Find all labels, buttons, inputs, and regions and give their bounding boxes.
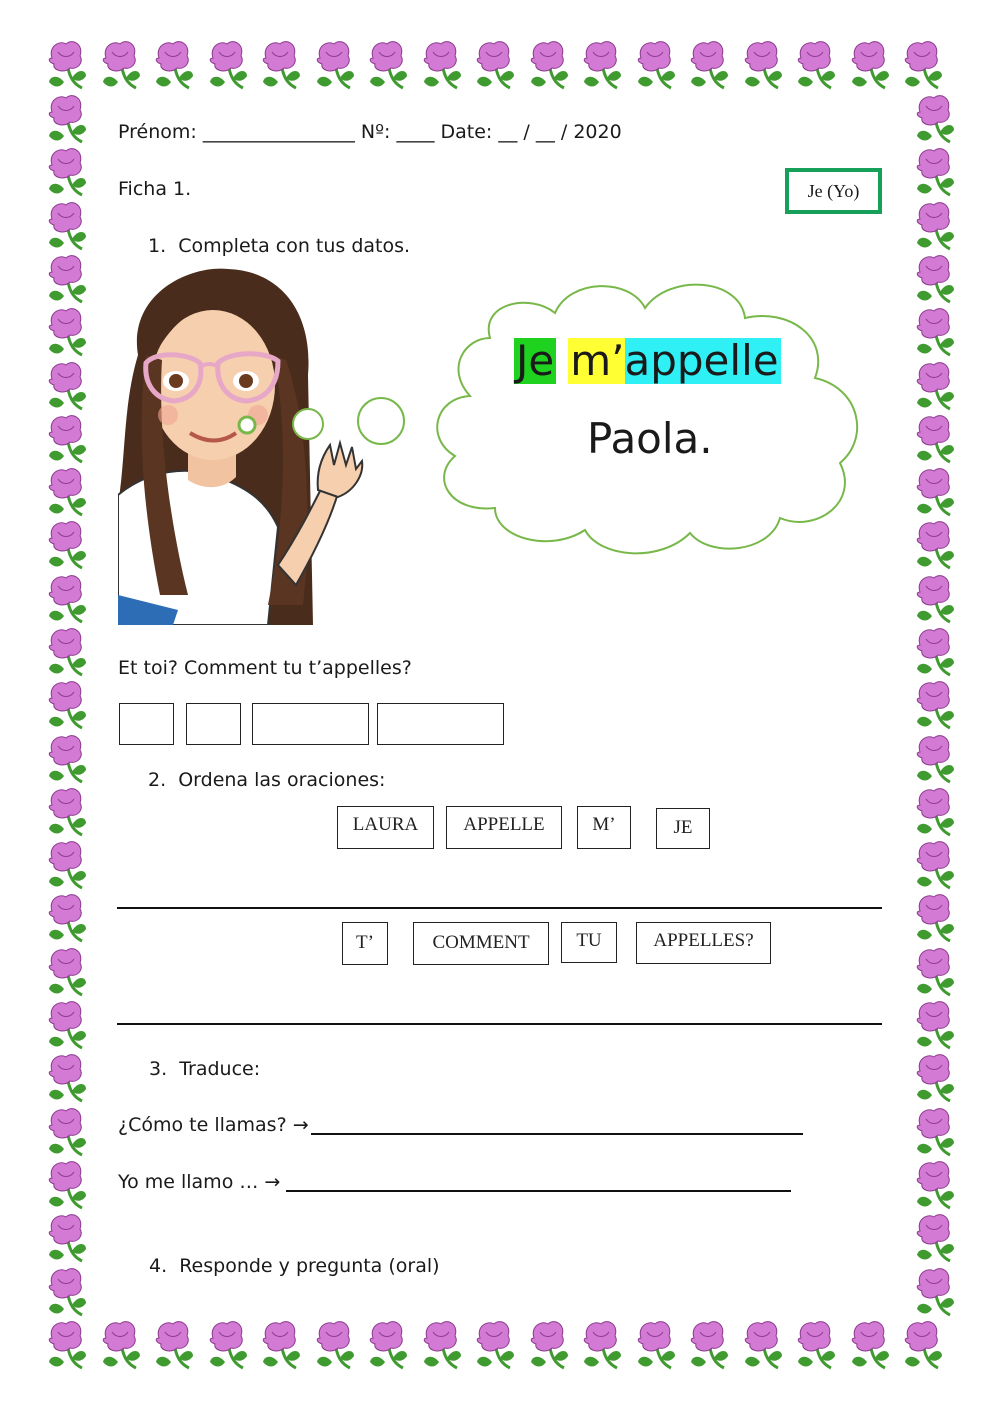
flower-icon [419,38,463,92]
flower-icon [526,1318,570,1372]
flower-icon [633,38,677,92]
badge-label: Je (Yo) [807,180,860,201]
flower-icon [912,1051,956,1105]
question-text: Et toi? Comment tu t’appelles? [118,657,412,679]
flower-icon [44,1105,88,1159]
flower-icon [912,1158,956,1212]
flower-icon [900,38,944,92]
flower-icon [912,678,956,732]
flower-icon [912,785,956,839]
bubble-word-m: m’ [570,336,625,385]
flower-icon [912,305,956,359]
flower-icon [44,998,88,1052]
flower-icon [912,1265,956,1319]
word-tile[interactable]: T’ [342,922,388,965]
sheet-number: Ficha 1. [118,178,192,200]
word-tile[interactable]: COMMENT [413,922,549,965]
flower-icon [847,1318,891,1372]
flower-icon [312,38,356,92]
flower-icon [44,359,88,413]
word-tile[interactable]: APPELLE [446,806,562,849]
flower-icon [365,38,409,92]
flower-icon [912,1211,956,1265]
exercise-3-title: 3. Traduce: [149,1058,261,1080]
flower-icon [912,732,956,786]
flower-icon [44,412,88,466]
flower-icon [44,572,88,626]
flower-icon [900,1318,944,1372]
bubble-sentence [514,338,781,384]
answer-box-2[interactable] [186,703,241,745]
flower-icon [365,1318,409,1372]
flower-icon [912,998,956,1052]
flower-icon [793,1318,837,1372]
flower-icon [579,1318,623,1372]
flower-icon [740,1318,784,1372]
translate-answer-line-1[interactable] [311,1133,803,1135]
translate-prompt-2: Yo me llamo … → [118,1171,281,1193]
flower-icon [44,785,88,839]
flower-icon [472,1318,516,1372]
exercise-4-title: 4. Responde y pregunta (oral) [149,1255,440,1277]
flower-icon [44,145,88,199]
flower-icon [912,252,956,306]
flower-icon [912,891,956,945]
flower-icon [151,38,195,92]
flower-icon [912,572,956,626]
bubble-name: Paola. [587,414,713,463]
flower-icon [912,945,956,999]
flower-icon [44,465,88,519]
flower-icon [419,1318,463,1372]
flower-icon [912,199,956,253]
word-tile[interactable]: JE [656,808,710,849]
flower-icon [912,465,956,519]
answer-box-4[interactable] [377,703,504,745]
answer-line-2[interactable] [117,1023,882,1025]
flower-icon [579,38,623,92]
flower-icon [793,38,837,92]
flower-icon [686,38,730,92]
flower-icon [98,1318,142,1372]
flower-icon [205,38,249,92]
translate-prompt-1: ¿Cómo te llamas? → [118,1114,309,1136]
flower-icon [44,838,88,892]
flower-icon [912,359,956,413]
badge-box [785,168,882,214]
bubble-word-appelle: appelle [624,336,779,385]
flower-icon [151,1318,195,1372]
answer-box-3[interactable] [252,703,369,745]
word-tile[interactable]: LAURA [337,806,434,849]
flower-icon [44,625,88,679]
bubble-word-je: Je [516,336,555,385]
flower-icon [205,1318,249,1372]
flower-icon [686,1318,730,1372]
flower-icon [258,38,302,92]
answer-line-1[interactable] [117,907,882,909]
exercise-2-title: 2. Ordena las oraciones: [148,769,386,791]
flower-icon [847,38,891,92]
flower-icon [44,38,88,92]
flower-icon [472,38,516,92]
flower-icon [526,38,570,92]
flower-icon [312,1318,356,1372]
flower-icon [44,732,88,786]
flower-icon [44,1051,88,1105]
exercise-1-title: 1. Completa con tus datos. [148,235,411,257]
flower-icon [912,838,956,892]
flower-icon [44,1211,88,1265]
flower-icon [44,92,88,146]
flower-icon [44,252,88,306]
flower-icon [258,1318,302,1372]
flower-icon [633,1318,677,1372]
flower-icon [44,945,88,999]
flower-icon [912,625,956,679]
flower-icon [912,1105,956,1159]
flower-icon [912,518,956,572]
flower-icon [44,199,88,253]
word-tile[interactable]: APPELLES? [636,922,771,964]
flower-icon [912,412,956,466]
name-line: Prénom: ________________ Nº: ____ Date: __ / __ / 2020 [118,121,622,143]
flower-icon [912,92,956,146]
translate-answer-line-2[interactable] [286,1190,791,1192]
flower-icon [44,1158,88,1212]
flower-icon [44,1318,88,1372]
flower-icon [44,305,88,359]
flower-icon [912,145,956,199]
flower-icon [44,678,88,732]
answer-box-1[interactable] [119,703,174,745]
flower-icon [44,891,88,945]
word-tile[interactable]: TU [561,922,617,963]
flower-icon [98,38,142,92]
thought-bubble [230,268,895,563]
word-tile[interactable]: M’ [577,806,631,849]
flower-icon [44,1265,88,1319]
flower-icon [740,38,784,92]
flower-icon [44,518,88,572]
